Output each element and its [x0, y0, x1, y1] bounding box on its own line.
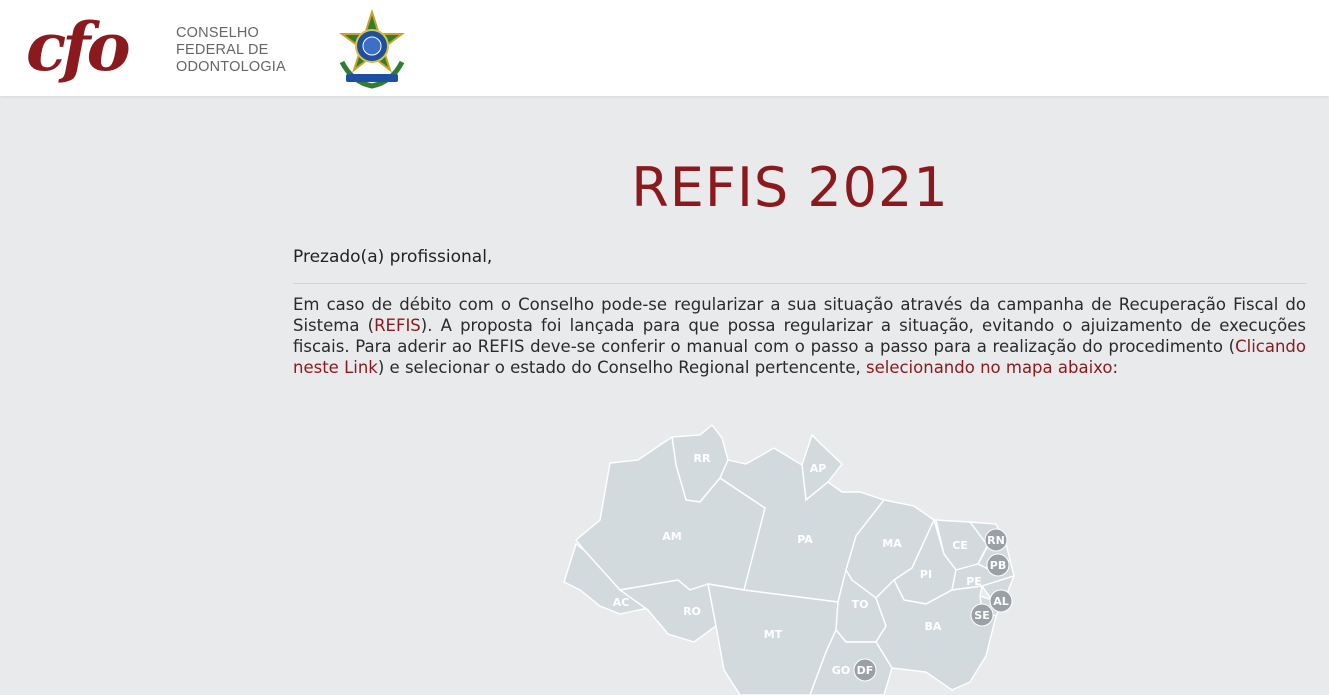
greeting-text: Prezado(a) profissional, — [293, 247, 493, 267]
logo-line-3: ODONTOLOGIA — [176, 59, 286, 75]
label-pi: PI — [919, 568, 933, 581]
logo-line-2: FEDERAL DE — [176, 42, 269, 58]
marker-al-label: AL — [993, 595, 1009, 608]
page-title: REFIS 2021 — [631, 156, 949, 219]
logo-text — [176, 25, 286, 76]
manual-link[interactable]: Clicando neste Link — [293, 337, 1306, 377]
label-am: AM — [662, 530, 682, 543]
cfo-logo[interactable] — [24, 8, 164, 88]
label-pa: PA — [797, 533, 813, 546]
map-link[interactable]: selecionando no mapa abaixo — [866, 358, 1113, 377]
marker-se-label: SE — [974, 609, 990, 622]
label-ba: BA — [924, 620, 942, 633]
label-ma: MA — [882, 537, 902, 550]
marker-df[interactable] — [854, 659, 876, 681]
marker-al[interactable] — [990, 590, 1012, 612]
paragraph-text-3: ) e selecionar o estado do Conselho Regional pertencente, — [377, 358, 866, 377]
marker-pb-label: PB — [989, 559, 1007, 572]
refis-link[interactable]: REFIS — [374, 316, 421, 335]
label-ac: AC — [612, 596, 630, 609]
label-ap: AP — [809, 462, 827, 475]
label-ro: RO — [683, 605, 701, 618]
paragraph-text-2: ). A proposta foi lançada para que possa regularizar a situação, evitando o ajuizamento de execuções fiscais. Para aderir ao REFIS deve-se conferir o manual com o passo a passo para a realização do procedimento ( — [293, 316, 1306, 356]
marker-df-label: DF — [856, 664, 874, 677]
marker-pb[interactable] — [987, 554, 1009, 576]
intro-paragraph — [293, 294, 1306, 378]
brazil-states-map[interactable] — [560, 420, 1040, 695]
state-am[interactable] — [576, 437, 765, 590]
divider — [293, 283, 1306, 284]
logo-line-1: CONSELHO — [176, 25, 259, 41]
label-ce: CE — [952, 539, 968, 552]
label-to: TO — [851, 598, 869, 611]
site-header — [0, 0, 1329, 96]
label-rr: RR — [693, 452, 711, 465]
paragraph-text-1: Em caso de débito com o Conselho pode-se regularizar a sua situação através da campanha de Recuperação Fiscal do Sistema ( — [293, 295, 1306, 335]
label-pe: PE — [966, 575, 982, 588]
brazil-coat-of-arms-icon — [332, 10, 412, 90]
marker-se[interactable] — [971, 604, 993, 626]
label-go: GO — [831, 664, 851, 677]
marker-rn[interactable] — [985, 529, 1007, 551]
paragraph-text-4: : — [1112, 358, 1119, 377]
marker-rn-label: RN — [987, 534, 1005, 547]
label-mt: MT — [763, 628, 783, 641]
cfo-logo-mark: cfo — [26, 8, 127, 86]
